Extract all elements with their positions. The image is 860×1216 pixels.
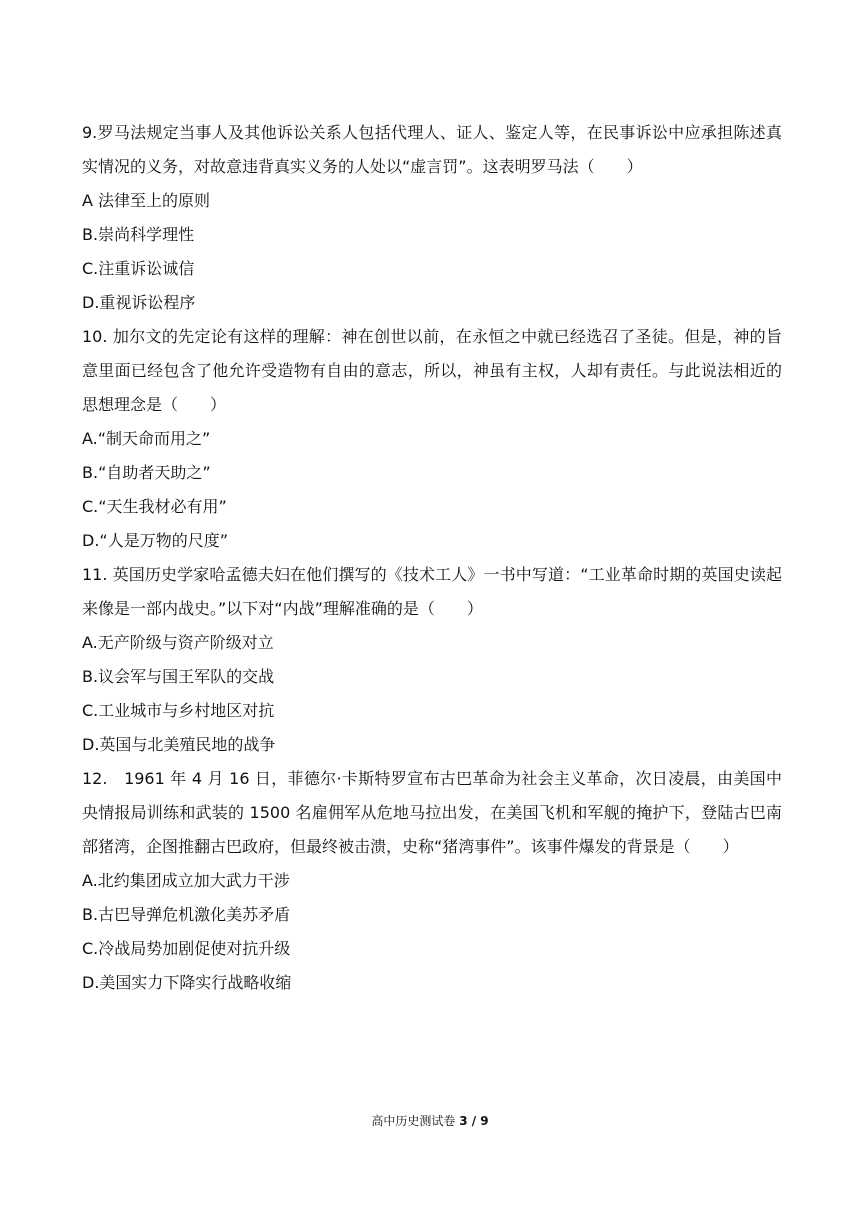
option-a: A.无产阶级与资产阶级对立 [82, 633, 274, 652]
option-b: B.“自助者天助之” [82, 463, 211, 482]
question-11 [82, 558, 782, 762]
option-c: C.“天生我材必有用” [82, 497, 227, 516]
option-c: C.工业城市与乡村地区对抗 [82, 701, 275, 720]
question-9 [82, 116, 782, 320]
option-c: C.注重诉讼诚信 [82, 259, 195, 278]
page-number: 3 / 9 [459, 1114, 489, 1128]
option-d: D.重视诉讼程序 [82, 293, 196, 312]
option-c: C.冷战局势加剧促使对抗升级 [82, 939, 291, 958]
option-a: A.北约集团成立加大武力干涉 [82, 871, 290, 890]
option-b: B.崇尚科学理性 [82, 225, 195, 244]
option-b: B.古巴导弹危机激化美苏矛盾 [82, 905, 291, 924]
footer-title: 高中历史测试卷 [371, 1114, 456, 1128]
question-stem: 11. 英国历史学家哈孟德夫妇在他们撰写的《技术工人》一书中写道：“工业革命时期的英国史读起来像是一部内战史。”以下对“内战”理解准确的是（ ） [82, 565, 782, 618]
question-stem: 12. 1961 年 4 月 16 日，菲德尔·卡斯特罗宣布古巴革命为社会主义革命，次日凌晨，由美国中央情报局训练和武装的 1500 名雇佣军从危地马拉出发，在美国飞机和军舰的掩护下，登陆古巴南部猪湾，企图推翻古巴政府，但最终被击溃，史称“猪湾事件”。该事件爆发的背景是（ ） [82, 769, 782, 856]
option-d: D.“人是万物的尺度” [82, 531, 228, 550]
page-footer [0, 1112, 860, 1130]
option-a: A 法律至上的原则 [82, 191, 211, 210]
option-b: B.议会军与国王军队的交战 [82, 667, 275, 686]
question-stem: 9.罗马法规定当事人及其他诉讼关系人包括代理人、证人、鉴定人等，在民事诉讼中应承担陈述真实情况的义务，对故意违背真实义务的人处以“虚言罚”。这表明罗马法（ ） [82, 123, 782, 176]
question-list [82, 116, 782, 1000]
question-stem: 10. 加尔文的先定论有这样的理解：神在创世以前，在永恒之中就已经选召了圣徒。但是，神的旨意里面已经包含了他允许受造物有自由的意志，所以，神虽有主权，人却有责任。与此说法相近的思想理念是（ ） [82, 327, 782, 414]
option-d: D.英国与北美殖民地的战争 [82, 735, 276, 754]
option-d: D.美国实力下降实行战略收缩 [82, 973, 292, 992]
question-10 [82, 320, 782, 558]
option-a: A.“制天命而用之” [82, 429, 211, 448]
question-12 [82, 762, 782, 1000]
